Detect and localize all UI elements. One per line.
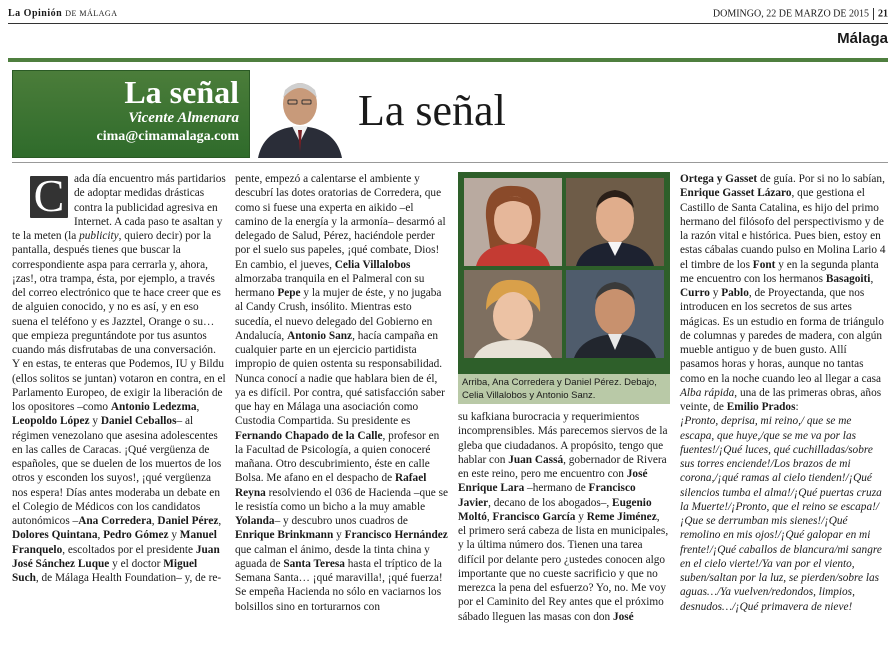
paragraph (680, 172, 888, 414)
person-name: Daniel Ceballos (100, 415, 177, 428)
text-run: , (97, 529, 104, 542)
photo-grid (458, 172, 670, 374)
person-name: Francisco Javier (458, 482, 636, 509)
text-run: , (870, 272, 874, 285)
paper-name: La Opinión (8, 8, 63, 19)
person-name: Font (752, 258, 776, 271)
column-brand (12, 70, 250, 158)
page-number: 21 (878, 8, 888, 20)
text-run: , profesor en la Facultad de Psicología, a quien conoceré mañana. Otro descubrimiento, éste en calle Bolsa. Me afano en el despacho de (235, 429, 440, 485)
body-column-4 (680, 172, 888, 614)
section-label: Málaga (837, 30, 888, 47)
person-name: Pablo (721, 287, 749, 299)
artwork-name: Santa Teresa (283, 557, 345, 570)
text-run: almorzaba tranquila en el Palmeral con su hermano (235, 272, 425, 299)
text-run: y la mujer de éste, y no jugaba al Candy Crush, insólito. Mientras esto sucedía, el nuevo delegado del Gobierno en Andalucía, (235, 287, 442, 342)
person-name: Francisco García (492, 510, 576, 523)
photo-ana-corredera (464, 178, 562, 266)
text-run: , (218, 515, 222, 527)
person-name: Basagoiti (825, 272, 871, 285)
text-run: , de Málaga Health Foundation– y, de re- (35, 572, 222, 584)
poem-quote (680, 414, 888, 614)
person-name: Francisco Hernández (344, 529, 448, 542)
text-run: que calman el ánimo, desde la tinta china y aguada de (235, 543, 430, 570)
title-rule (12, 162, 888, 163)
person-name: José (612, 610, 634, 623)
person-name: Reme Jiménez (586, 510, 657, 523)
text-run: , quiero decir) por la pantalla, después tienes que buscar la correspondiente aspa para cerrarla y, ahora, ¡zas!, otra trampa, ésta, por ejemplo, a través del correo electrónico que te hace creer que es de alguien conocido, y no es así, y en eso suena el teléfono y es Jazztel, Orange o su… que empieza preguntándote por tus asuntos cuando más disfrutabas de una conversación. Y en estas, te enteras que Podemos, IU y Bildu (ellos solitos se juntan) votaron en contra, en el Parlamento Europeo, de exigir la liberación de los opositores –como (12, 230, 226, 413)
text-run: su kafkiana burocracia y requerimientos incomprensibles. Más parecemos siervos de la gleba que ciudadanos. A propósito, tengo que hablar con (458, 411, 668, 466)
text-run: ada día encuentro más partidarios de adoptar medidas drásticas contra la publicidad agresiva en Internet. A cada paso te asaltan y te la meten (la (12, 173, 226, 242)
paragraph (12, 172, 226, 585)
text-run: , de Proyectanda, que nos introducen en los secretos de sus artes mágicas. Es un estudio en forma de triángulo de columnas y paredes de madera, con algún mueble antiguo y de buen gusto. Allí pasamos horas y horas, aunque no tantas como en la noche cuando leo al llegar a casa (680, 287, 884, 385)
dropcap: C (30, 176, 68, 218)
text-run: resolviendo el 036 de Hacienda –que se le resistía como un bicho a la muy amable (235, 486, 449, 513)
person-name: Miguel Such (12, 557, 198, 584)
person-name: Eugenio Moltó (458, 496, 652, 523)
issue-date: DOMINGO, 22 DE MARZO DE 2015 (712, 8, 869, 20)
text-run: , una de las primeras obras, años veinte, de (680, 386, 882, 413)
body-column-2 (235, 172, 449, 614)
person-name: Rafael Reyna (235, 472, 427, 499)
text-run: y el doctor (109, 557, 164, 570)
paragraph (235, 172, 449, 614)
book-title: Alba rápida (680, 386, 735, 399)
person-name: Fernando Chapado de la Calle (235, 429, 383, 442)
person-name: Enrique Brinkmann (235, 529, 334, 542)
text-run: –hermano de (524, 482, 589, 495)
text-run: : (795, 401, 799, 413)
text-run: y (89, 415, 101, 428)
text-run: hasta el tríptico de la Semana Santa… ¡qué maravilla!, ¡qué fuerza! Se empeña Hacienda no sólo en vaciarnos los bolsillos sino en torturarnos con (235, 557, 443, 613)
person-name: José Enrique Lara (458, 468, 648, 495)
person-name: Yolanda (235, 515, 275, 527)
photo-antonio-sanz (566, 270, 664, 358)
person-name: Enrique Gasset Lázaro (680, 187, 792, 200)
photo-caption: Arriba, Ana Corredera y Daniel Pérez. Debajo, Celia Villalobos y Antonio Sanz. (462, 377, 657, 401)
paper-city: DE MÁLAGA (65, 9, 118, 18)
text-run: – al régimen venezolano que asesina adolescentes en las calles de Caracas. ¡Qué vergüenza de españoles, que se duelen de los muertos de los otros y esconden los suyos!, ¡qué vergüenza nos espera! Días antes moderaba un debate en el Colegio de Médicos con los candidatos autonómicos – (12, 415, 222, 527)
person-name: Antonio Ledezma (110, 401, 197, 413)
text-run: , (486, 510, 493, 523)
person-name: Manuel Franquelo (12, 529, 217, 556)
column-email: cima@cimamalaga.com (96, 129, 239, 144)
person-name: Emilio Prados (726, 401, 796, 413)
person-name: Dolores Quintana (12, 529, 98, 542)
text-run: y (168, 529, 180, 542)
text-run: , decano de los abogados–, (488, 496, 613, 509)
text-run: , (196, 401, 200, 413)
text-run: , que gestiona el Castillo de Santa Catalina, es hijo del primo hermano del filósofo del perspectivismo y de la razón vital e histórica. Pues bien, estoy en estas cábalas cuando pulso en Molina Lario 4 el timbre de los (680, 187, 886, 271)
headline: La señal (358, 86, 506, 135)
person-name: Juan José Sánchez Luque (12, 543, 220, 570)
poem-text: ¡Pronto, deprisa, mi reino,/ que se me escapa, que huye,/que se me va por las fuentes!/¡Qué luces, qué cuchilladas/sobre sus torres enciende!/Los brazos de mi corona,/¡qué ramas al cielo tienden!/¡Qué silencios tumba el alma!/¡Qué puertas cruza la Muerte!/¡Pronto, que el reino se escapa!/¡Que se derrumban mis sienes!/¡Qué remolino en mis ojos!/¡Qué galopar en mi frente!/¡Qué caballos de blancura/mi sangre en el cielo vierte!/Ya van por el viento, suben/saltan por la luz, se pierden/sobre las aguas…/Ya vuelven/redondos, limpios, desnudos…/¡Qué primavera de nieve! (680, 415, 882, 613)
photo-daniel-perez (566, 178, 664, 266)
text-run: , hacía campaña en cualquier parte en un ejercicio partidista impropio de quien ostenta su responsabilidad. Nunca conocí a nadie que hablara bien de él, ya es difícil. Por contra, qué satisfacción saber que hay en Málaga una asociación como Custodia Compartida. Su presidente es (235, 329, 445, 428)
text-run: , el primero será cabeza de lista en municipales, y la última número dos. Tienen una tarea difícil por delante pero ¿ustedes conocen algo importante que no cueste sacrificio y que no merezca la pena del esfuerzo? Yo, no. Me voy por el Caminito del Rey antes que el próximo sábado lleguen las masas con don (458, 510, 669, 623)
section-rule (8, 58, 888, 62)
text-run: pente, empezó a calentarse el ambiente y descubrí las dotes oratorias de Corredera, que como si fuese una experta en aikido –el camino de la energía y la armonía– desarmó al delegado de Salud, Pérez, haciéndole perder por el suelo sus papeles, ¡qué combate, Dios! En cambio, el jueves, (235, 173, 446, 271)
text-run: y (333, 529, 345, 542)
masthead-right (713, 8, 888, 20)
person-name: Juan Cassá (508, 453, 564, 466)
person-name: Leopoldo López (12, 415, 90, 428)
person-name: Celia Villalobos (334, 258, 411, 271)
person-name: Ortega y Gasset (680, 173, 758, 185)
text-run: , gobernador de Rivera en este reino, pero me encuentro con (458, 453, 667, 480)
person-name: Antonio Sanz (287, 329, 353, 342)
masthead-left (8, 8, 117, 19)
paragraph (458, 410, 670, 624)
masthead (8, 6, 888, 24)
body-column-3 (458, 410, 670, 624)
person-name: Daniel Pérez (157, 515, 219, 527)
person-name: Pepe (277, 287, 301, 299)
text-run: , (151, 515, 158, 527)
text-run: – y descubro unos cuadros de (274, 515, 408, 527)
text-run: y (709, 287, 722, 299)
photo-celia-villalobos (464, 270, 562, 358)
separator (873, 8, 874, 20)
body-column-1 (12, 172, 226, 585)
column-name: La señal (124, 74, 239, 110)
column-author: Vicente Almenara (128, 110, 239, 126)
person-name: Pedro Gómez (103, 529, 169, 542)
text-run-italic: publicity (79, 230, 119, 242)
text-run: de guía. Por si no lo sabían, (757, 173, 885, 185)
text-run: , escoltados por el presidente (62, 543, 196, 556)
author-portrait (252, 72, 344, 158)
text-run: y en la segunda planta me encuentro con los hermanos (680, 258, 879, 285)
text-run: y (575, 510, 587, 523)
person-name: Ana Corredera (78, 515, 152, 527)
person-name: Curro (680, 287, 710, 299)
